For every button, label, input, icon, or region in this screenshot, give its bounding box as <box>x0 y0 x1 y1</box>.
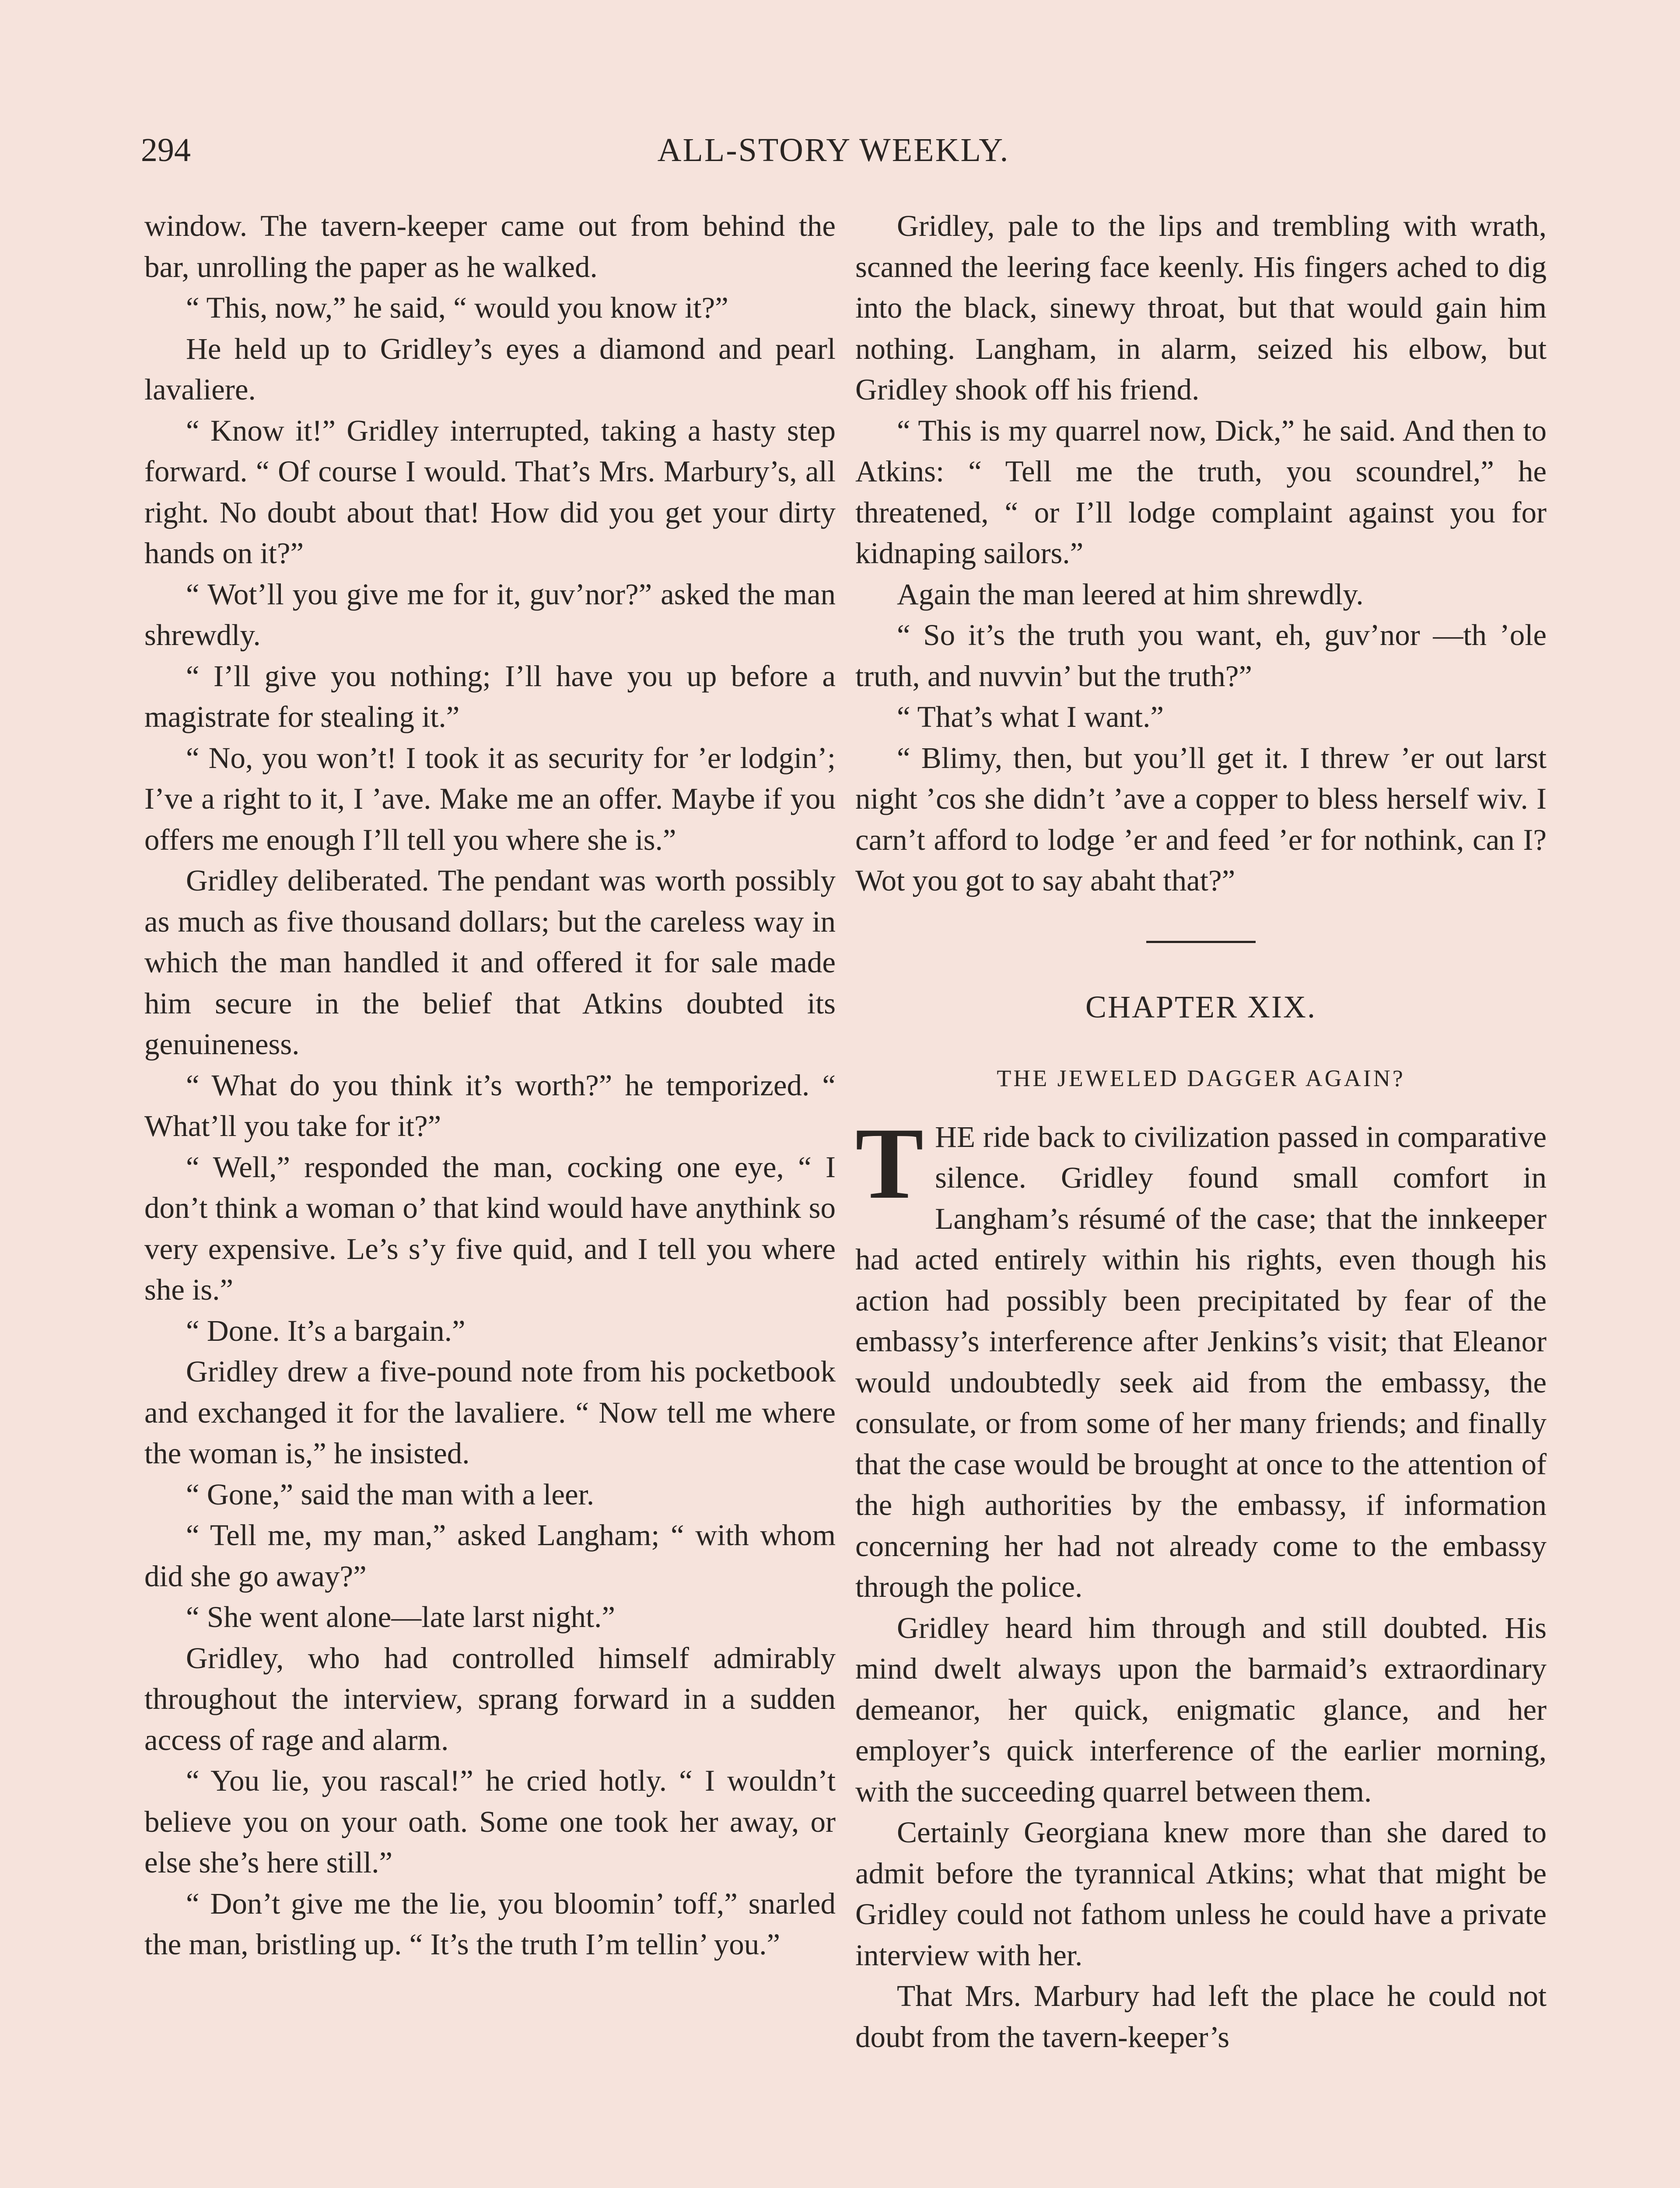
paragraph: “ This, now,” he said, “ would you know it?” <box>186 291 728 324</box>
paragraph: “ What do you think it’s worth?” he temporized. “ What’ll you take for it?” <box>144 1068 836 1143</box>
paragraph: “ Wot’ll you give me for it, guv’nor?” asked the man shrewdly. <box>144 577 836 652</box>
paragraph: He held up to Gridley’s eyes a diamond and pearl lavaliere. <box>144 332 836 406</box>
chapter-opening-paragraph <box>855 1106 1547 1608</box>
paragraph: “ This is my quarrel now, Dick,” he said. And then to Atkins: “ Tell me the truth, you scoundrel,” he threatened, “ or I’ll lodge complaint against you for kidnaping sailors.” <box>855 414 1547 570</box>
opening-text: HE ride back to civilization passed in comparative silence. Gridley found small comfort in Langham’s résumé of the case; that the innkeeper had acted entirely within his rights, even though his action had possibly been precipitated by fear of the embassy’s interference after Jenkins’s visit; that Eleanor would undoubtedly seek aid from the embassy, the consulate, or from some of her many friends; and finally that the case would be brought at once to the attention of the high authorities by the embassy, if information concerning her had not already come to the embassy through the police. <box>855 1120 1547 1603</box>
left-column <box>144 206 836 1965</box>
page-header <box>131 131 1536 179</box>
paragraph: “ Blimy, then, but you’ll get it. I threw ’er out larst night ’cos she didn’t ’ave a copper to bless herself wiv. I carn’t afford to lodge ’er and feed ’er for nothink, can I? Wot you got to say abaht that?” <box>855 741 1547 897</box>
running-head: ALL-STORY WEEKLY. <box>657 132 1010 168</box>
paragraph: “ She went alone—late larst night.” <box>186 1600 616 1634</box>
paragraph: “ Gone,” said the man with a leer. <box>186 1477 595 1511</box>
paragraph: “ Know it!” Gridley interrupted, taking a hasty step forward. “ Of course I would. That’s Mrs. Marbury’s, all right. No doubt about that! How did you get your dirty hands on it?” <box>144 414 836 570</box>
paragraph: Gridley drew a five-pound note from his pocketbook and exchanged it for the lavaliere. “ Now tell me where the woman is,” he insisted. <box>144 1355 836 1470</box>
chapter-title: CHAPTER XIX. <box>1085 989 1316 1024</box>
paragraph: That Mrs. Marbury had left the place he could not doubt from the tavern-keeper’s <box>855 1979 1547 2054</box>
paragraph: “ Done. It’s a bargain.” <box>186 1314 466 1347</box>
paragraph: window. The tavern-keeper came out from behind the bar, unrolling the paper as he walked. <box>144 209 836 284</box>
section-divider <box>1146 941 1256 943</box>
paragraph: “ No, you won’t! I took it as security for ’er lodgin’; I’ve a right to it, I ’ave. Make me an offer. Maybe if you offers me enough I’ll tell you where she is.” <box>144 741 836 856</box>
paragraph: “ Tell me, my man,” asked Langham; “ with whom did she go away?” <box>144 1518 836 1593</box>
paragraph: Certainly Georgiana knew more than she dared to admit before the tyrannical Atkins; what that might be Gridley could not fathom unless he could have a private interview with her. <box>855 1816 1547 1972</box>
page-number: 294 <box>141 132 191 168</box>
chapter-subtitle: THE JEWELED DAGGER AGAIN? <box>997 1065 1405 1091</box>
paragraph: Gridley deliberated. The pendant was worth possibly as much as five thousand dollars; but the careless way in which the man handled it and offered it for sale made him secure in the belief that Atkins doubted its genuineness. <box>144 864 836 1061</box>
drop-cap: T <box>855 1106 924 1220</box>
paragraph: Again the man leered at him shrewdly. <box>897 577 1364 611</box>
paragraph: “ Well,” responded the man, cocking one eye, “ I don’t think a woman o’ that kind would have anythink so very expensive. Le’s s’y five quid, and I tell you where she is.” <box>144 1150 836 1306</box>
paragraph: Gridley, pale to the lips and trembling with wrath, scanned the leering face keenly. His fingers ached to dig into the black, sinewy throat, but that would gain him nothing. Langham, in alarm, seized his elbow, but Gridley shook off his friend. <box>855 209 1547 406</box>
paragraph: “ You lie, you rascal!” he cried hotly. “ I wouldn’t believe you on your oath. Some one took her away, or else she’s here still.” <box>144 1764 836 1879</box>
paragraph: Gridley heard him through and still doubted. His mind dwelt always upon the barmaid’s extraordinary demeanor, her quick, enigmatic glance, and her employer’s quick interference of the earlier morning, with the succeeding quarrel between them. <box>855 1611 1547 1808</box>
paragraph: “ I’ll give you nothing; I’ll have you up before a magistrate for stealing it.” <box>144 659 836 733</box>
right-column <box>855 206 1547 2058</box>
paragraph: “ Don’t give me the lie, you bloomin’ toff,” snarled the man, bristling up. “ It’s the truth I’m tellin’ you.” <box>144 1886 836 1961</box>
paragraph: “ That’s what I want.” <box>897 700 1164 733</box>
paragraph: “ So it’s the truth you want, eh, guv’nor —th ’ole truth, and nuvvin’ but the truth?” <box>855 618 1547 693</box>
paragraph: Gridley, who had controlled himself admirably throughout the interview, sprang forward in a sudden access of rage and alarm. <box>144 1641 836 1757</box>
